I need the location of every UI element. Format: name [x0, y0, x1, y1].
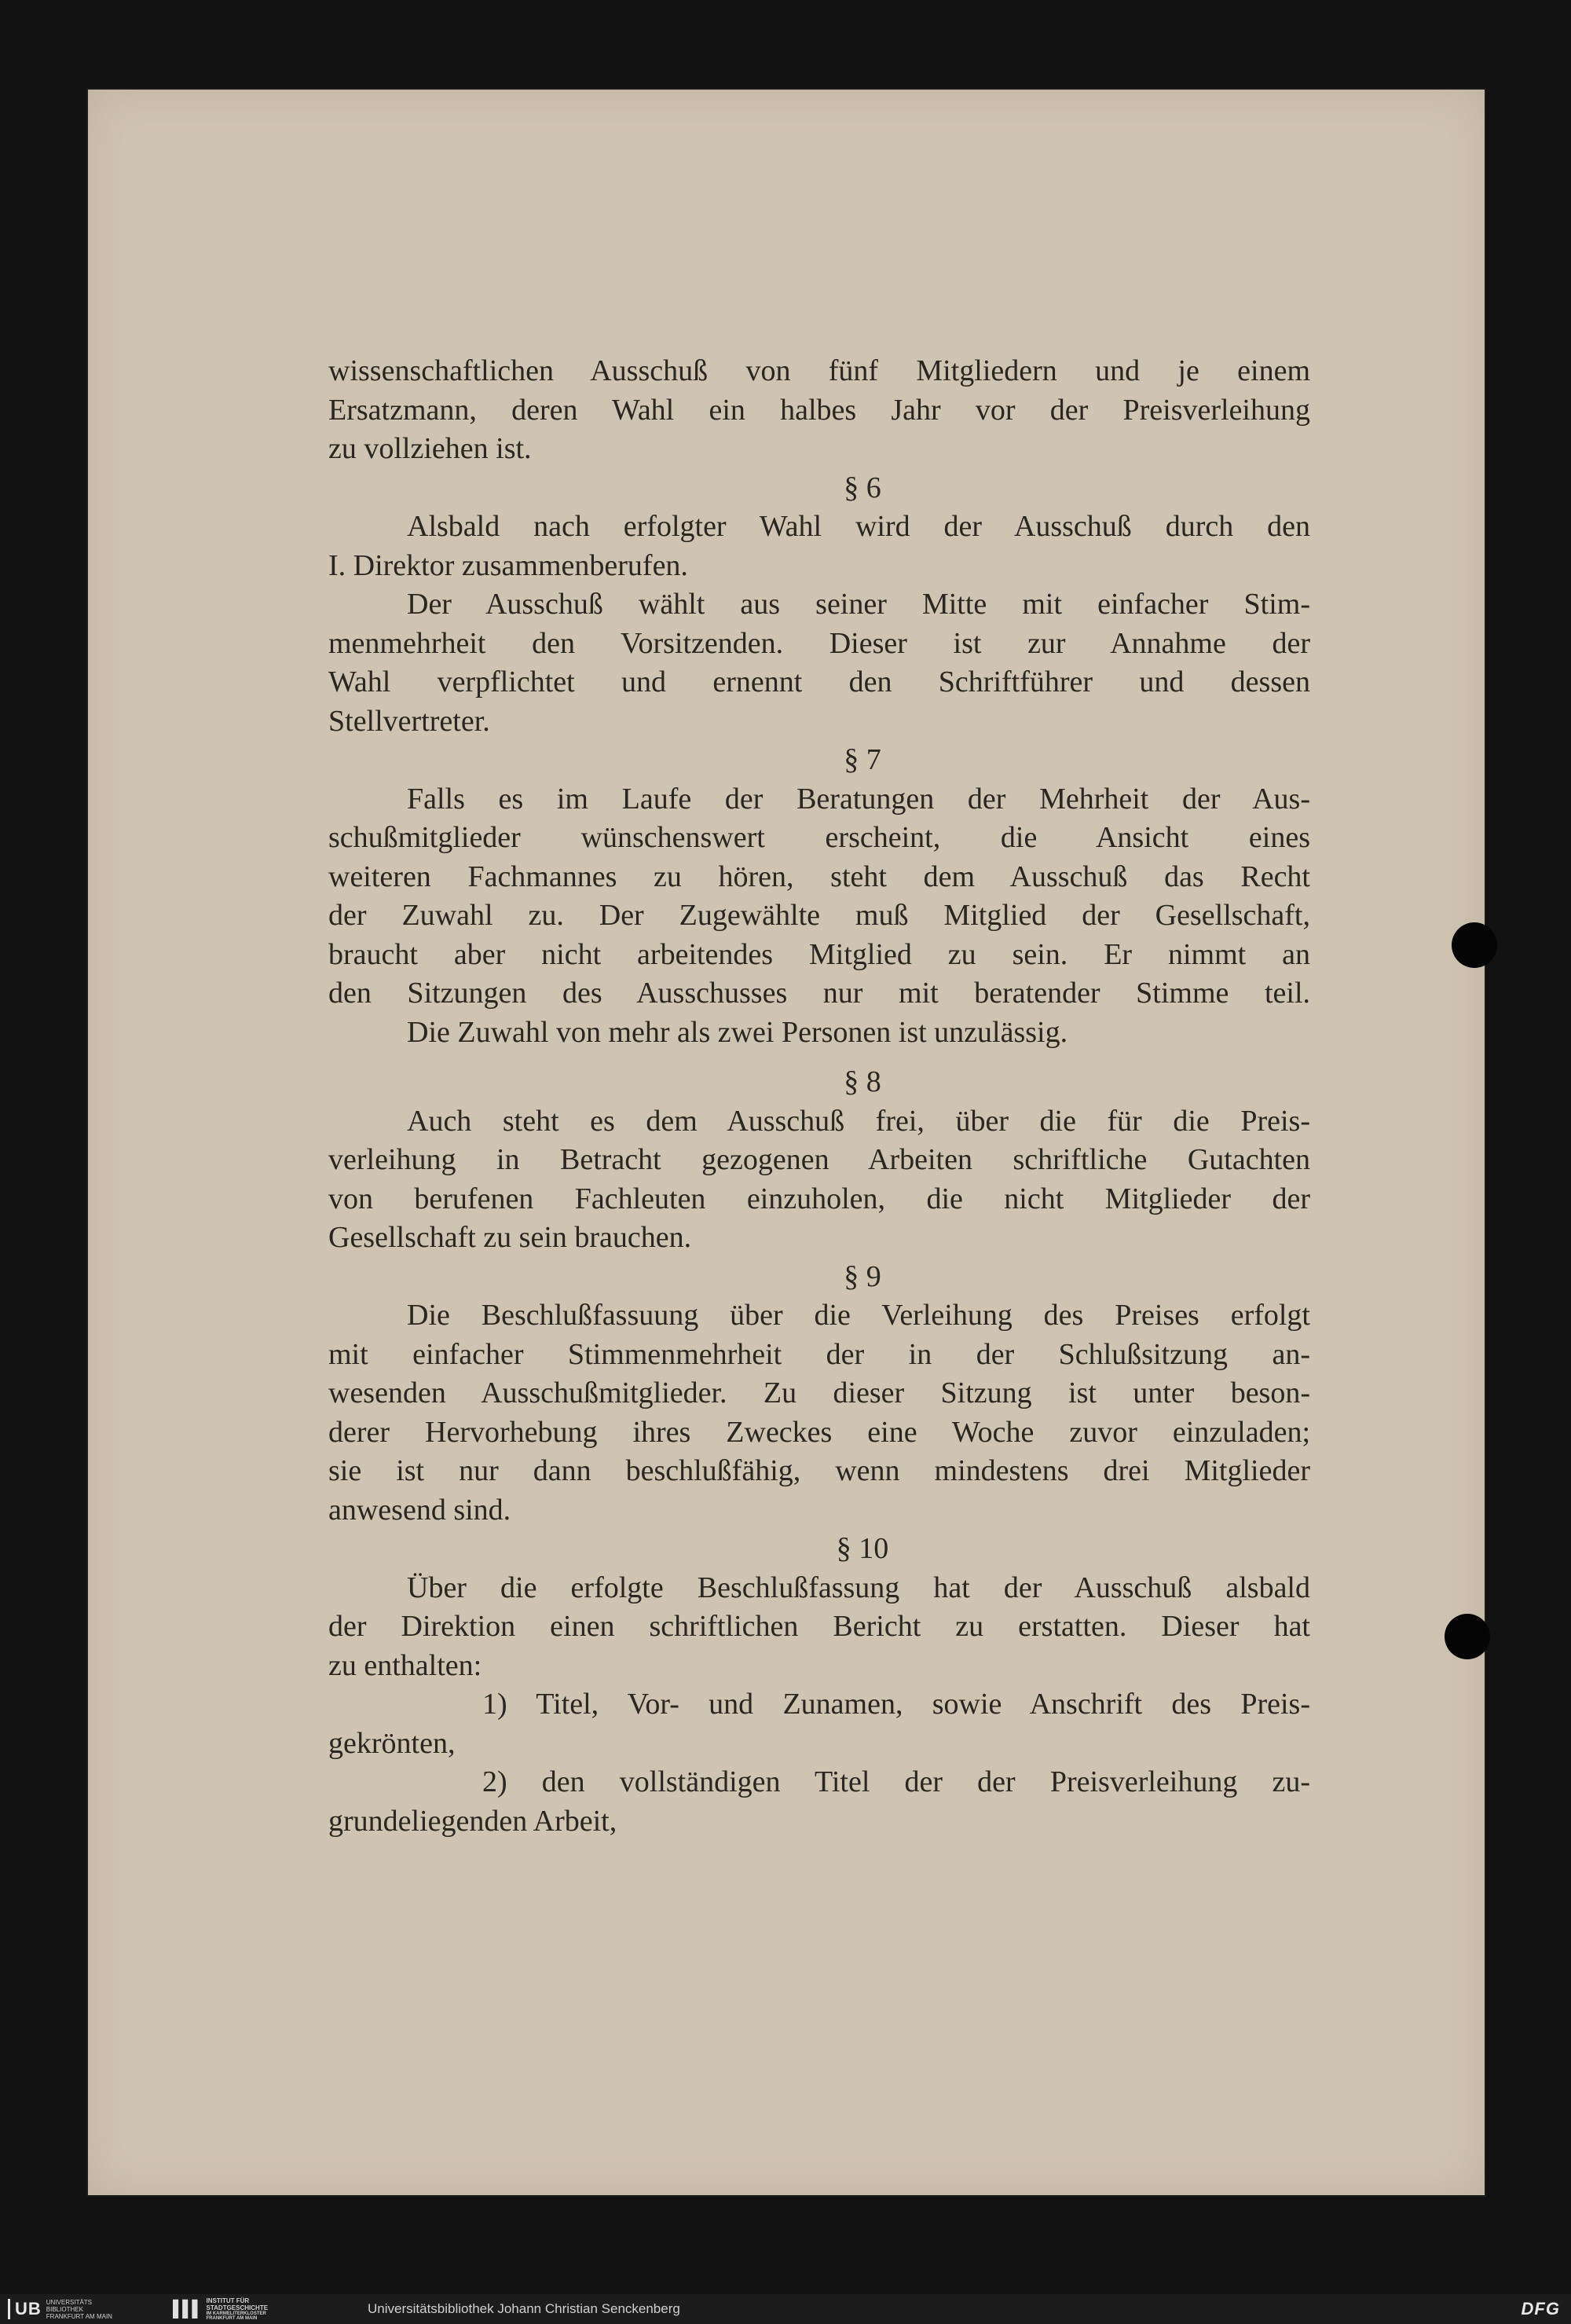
document-body [328, 352, 1310, 1841]
dfg-logo: DFG [1521, 2299, 1560, 2319]
section-heading-8: § 8 [844, 1065, 881, 1098]
text-line: gekrönten, [328, 1726, 456, 1760]
text-line: der Direktion einen schriftlichen Bericht zu erstatten. Dieser hat [328, 1610, 1310, 1643]
text-line: zu vollziehen ist. [328, 432, 532, 465]
text-line: sie ist nur dann beschlußfähig, wenn mindestens drei Mitglieder [328, 1454, 1310, 1487]
list-item-1 [328, 1685, 1310, 1763]
isg-logo [173, 2298, 268, 2320]
text-line: Stellvertreter. [328, 704, 490, 738]
footer-bar [0, 2294, 1571, 2324]
paragraph-10-1 [328, 1569, 1310, 1686]
text-line: Die Zuwahl von mehr als zwei Personen ist unzulässig. [407, 1015, 1068, 1049]
text-line: braucht aber nicht arbeitendes Mitglied zu sein. Er nimmt an [328, 937, 1310, 971]
text-line: Falls es im Laufe der Beratungen der Mehrheit der Aus- [407, 782, 1310, 816]
text-line: weiteren Fachmannes zu hören, steht dem Ausschuß das Recht [328, 860, 1310, 893]
paragraph-6-2 [328, 585, 1310, 741]
text-line: Gesellschaft zu sein brauchen. [328, 1221, 692, 1254]
text-line: Der Ausschuß wählt aus seiner Mitte mit einfacher Stim- [407, 588, 1310, 621]
text-line: Wahl verpflichtet und ernennt den Schriftführer und dessen [328, 665, 1310, 698]
text-line: grundeliegenden Arbeit, [328, 1804, 617, 1838]
paragraph-intro [328, 352, 1310, 469]
ub-logo-line: BIBLIOTHEK [46, 2305, 83, 2313]
text-line: zu enthalten: [328, 1648, 482, 1682]
punch-hole-bottom [1445, 1614, 1490, 1659]
section-heading-6: § 6 [844, 471, 881, 504]
ub-logo [8, 2298, 112, 2320]
paragraph-7-1 [328, 780, 1310, 1014]
text-line: wissenschaftlichen Ausschuß von fünf Mitgliedern und je einem [328, 354, 1310, 387]
list-item-2 [328, 1763, 1310, 1841]
footer-credit: Universitätsbibliothek Johann Christian Senckenberg [368, 2301, 680, 2316]
isg-logo-text [207, 2297, 269, 2321]
text-line: menmehrheit den Vorsitzenden. Dieser ist zur Annahme der [328, 626, 1310, 660]
isg-logo-line: STADTGESCHICHTE [206, 2304, 269, 2311]
text-line: schußmitglieder wünschenswert erscheint, die Ansicht eines [328, 821, 1310, 854]
text-line: 2) den vollständigen Titel der der Preisverleihung zu- [482, 1765, 1310, 1798]
text-line: mit einfacher Stimmenmehrheit der in der Schlußsitzung an- [328, 1337, 1310, 1371]
section-heading-10: § 10 [836, 1532, 889, 1565]
section-heading-7: § 7 [844, 743, 881, 776]
paragraph-6-1 [328, 508, 1310, 585]
ub-logo-line: UNIVERSITÄTS [46, 2298, 93, 2306]
isg-logo-icon: ▌▌▌ [173, 2300, 202, 2318]
text-line: der Zuwahl zu. Der Zugewählte muß Mitglied der Gesellschaft, [328, 899, 1310, 932]
text-line: Auch steht es dem Ausschuß frei, über die für die Preis- [407, 1104, 1310, 1138]
section-heading-9: § 9 [844, 1259, 881, 1293]
paragraph-7-2 [328, 1014, 1310, 1053]
paragraph-8-1 [328, 1102, 1310, 1258]
text-line: den Sitzungen des Ausschusses nur mit beratender Stimme teil. [328, 977, 1310, 1010]
text-line: Ersatzmann, deren Wahl ein halbes Jahr vor der Preisverleihung [328, 393, 1310, 427]
text-line: anwesend sind. [328, 1493, 511, 1527]
isg-logo-line: INSTITUT FÜR [206, 2297, 250, 2304]
isg-logo-line: FRANKFURT AM MAIN [206, 2316, 258, 2321]
text-line: wesenden Ausschußmitglieder. Zu dieser Sitzung ist unter beson- [328, 1376, 1310, 1409]
text-line: Alsbald nach erfolgter Wahl wird der Ausschuß durch den [407, 510, 1310, 543]
text-line: Über die erfolgte Beschlußfassung hat der Ausschuß alsbald [407, 1571, 1310, 1604]
ub-logo-line: FRANKFURT AM MAIN [46, 2312, 112, 2320]
text-line: Die Beschlußfassuung über die Verleihung des Preises erfolgt [407, 1299, 1310, 1332]
isg-logo-line: IM KARMELITERKLOSTER [206, 2311, 266, 2316]
text-line: verleihung in Betracht gezogenen Arbeiten schriftliche Gutachten [328, 1143, 1310, 1176]
text-line: I. Direktor zusammenberufen. [328, 548, 688, 582]
text-line: von berufenen Fachleuten einzuholen, die nicht Mitglieder der [328, 1182, 1310, 1215]
punch-hole-top [1452, 922, 1497, 968]
paragraph-9-1 [328, 1296, 1310, 1530]
text-line: derer Hervorhebung ihres Zweckes eine Woche zuvor einzuladen; [328, 1415, 1310, 1449]
ub-logo-text [46, 2299, 112, 2320]
ub-logo-mark: UB [8, 2299, 42, 2319]
text-line: 1) Titel, Vor- und Zunamen, sowie Anschrift des Preis- [482, 1688, 1310, 1721]
